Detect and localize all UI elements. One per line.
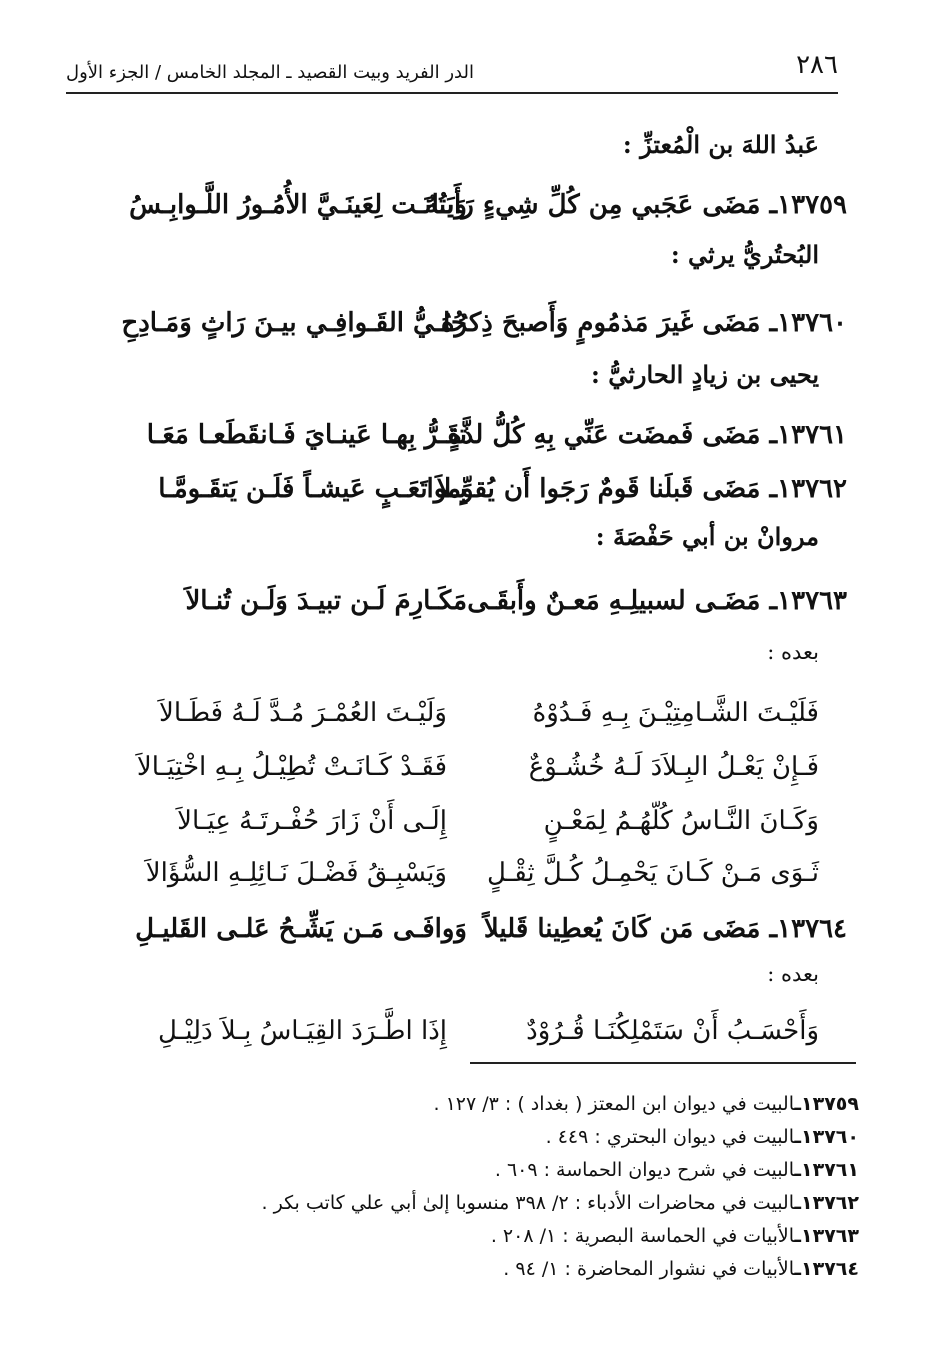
verse-second-hemistich: مَكَـارِمَ لَـن تبيـدَ وَلَـن تُنـالاَ bbox=[185, 586, 467, 616]
verse-continuation bbox=[0, 688, 947, 738]
poet-heading-marwan-ibn-abi-hafsa: مروانْ بن أبي حَفْصَةَ : bbox=[595, 522, 819, 551]
verse-first-hemistich: فَـإِنْ يَعْـلُ البِـلاَدَ لَـهُ خُشُـوْعٌ bbox=[528, 752, 819, 782]
verse-13762 bbox=[0, 464, 947, 514]
verse-13761 bbox=[0, 410, 947, 460]
verse-first-hemistich: ١٣٧٥٩ـ مَضَى عَجَبي مِن كُلِّ شِيءٍ رَأَيتُهُ bbox=[424, 190, 847, 220]
verse-second-hemistich: وَبَـانَـت لِعَينَـيَّ الأُمُـورُ اللَّـوابِـسُ bbox=[129, 190, 467, 220]
verse-first-hemistich: ١٣٧٦٣ـ مَضَـى لسبيلِـهِ مَعـنٌ وأَبقَـى bbox=[467, 586, 847, 616]
footnote: ١٣٧٥٩ـالبيت في ديوان ابن المعتز ( بغداد ) : ٣/ ١٢٧ . bbox=[433, 1093, 859, 1115]
verse-first-hemistich: وَأَحْسَـبُ أَنْ سَتَمْلِكُنَـا قُـرُوْدٌ bbox=[526, 1016, 819, 1046]
verse-continuation bbox=[0, 796, 947, 846]
verse-second-hemistich: إِذَا اطَّـرَدَ القِيَـاسُ بِـلاَ دَلِيْـلِ bbox=[158, 1016, 447, 1046]
footnote-divider bbox=[470, 1062, 856, 1064]
poet-heading-albuhturi: البُحتُريُّ يرثي : bbox=[670, 240, 819, 269]
verse-second-hemistich: وَلَيْـتَ العُمْـرَ مُـدَّ لَـهُ فَطَـالاَ bbox=[158, 698, 447, 728]
footnotes bbox=[79, 1088, 859, 1286]
verse-13763 bbox=[0, 576, 947, 626]
verse-first-hemistich: وَكَـانَ النَّـاسُ كُلّهُـمُ لِمَعْـنٍ bbox=[543, 806, 819, 836]
verse-second-hemistich: وَيَسْبِـقُ فَضْـلَ نَـائِلِـهِ السُّؤَالاَ bbox=[145, 858, 447, 888]
footnote: ١٣٧٦٤ـالأبيات في نشوار المحاضرة : ١/ ٩٤ . bbox=[503, 1258, 859, 1280]
verse-13760 bbox=[0, 298, 947, 348]
footnote: ١٣٧٦٢ـالبيت في محاضرات الأدباء : ٢/ ٣٩٨ منسوبا إلىٰ أبي علي كاتب بكر . bbox=[261, 1192, 859, 1214]
footnote: ١٣٧٦١ـالبيت في شرح ديوان الحماسة : ٦٠٩ . bbox=[494, 1159, 859, 1181]
verse-continuation bbox=[0, 848, 947, 898]
after-label: بعده : bbox=[767, 962, 819, 986]
verse-13764 bbox=[0, 904, 947, 954]
verse-first-hemistich: ١٣٧٦٠ـ مَضَى غَيرَ مَذمُومٍ وَأَصبحَ ذِكرُهُ bbox=[440, 308, 847, 338]
verse-first-hemistich: ١٣٧٦١ـ مَضَى فَمضَت عَنِّي بِهِ كُلُّ لذَّةٍ bbox=[448, 420, 847, 450]
verse-first-hemistich: ثَـوَى مَـنْ كَـانَ يَحْمِـلُ كُـلَّ ثِقْـلٍ bbox=[486, 858, 819, 888]
verse-continuation bbox=[0, 742, 947, 792]
page-header bbox=[66, 48, 838, 94]
after-label: بعده : bbox=[767, 640, 819, 664]
verse-first-hemistich: ١٣٧٦٢ـ مَضَى قَبلَنا قَومٌ رَجَوا أَن يُقوِّموا bbox=[426, 474, 847, 504]
footnote: ١٣٧٦٣ـالأبيات في الحماسة البصرية : ١/ ٢٠٨ . bbox=[490, 1225, 859, 1247]
verse-second-hemistich: حُلـيُّ القَـوافِـي بيـنَ رَاثٍ وَمَـادِحِ bbox=[121, 308, 467, 338]
page-number: ٢٨٦ bbox=[796, 50, 838, 80]
running-title: الدر الفريد وبيت القصيد ـ المجلد الخامس / الجزء الأول bbox=[66, 62, 474, 83]
verse-second-hemistich: تقَـرُّ بِهـا عَينـايَ فَـانقَطَعـا مَعَـا bbox=[146, 420, 467, 450]
verse-first-hemistich: ١٣٧٦٤ـ مَضَى مَن كَانَ يُعطِينا قَليلاً bbox=[483, 914, 847, 944]
verse-13759 bbox=[0, 180, 947, 230]
poet-heading-ibn-almutazz: عَبدُ اللهَ بن الْمُعتزِّ : bbox=[622, 130, 819, 159]
verse-second-hemistich: بِـلاَ تَعَـبٍ عَيشـاً فَلَـن يَتقَـومَّـا bbox=[158, 474, 467, 504]
verse-second-hemistich: فَقَـدْ كَـانَـتْ تُطِيْـلُ بِـهِ اخْتِيَـالاَ bbox=[136, 752, 447, 782]
verse-first-hemistich: فَلَيْـتَ الشَّـامِتِيْـنَ بِـهِ فَـدُوْهُ bbox=[532, 698, 819, 728]
poet-heading-yahya-ibn-ziyad: يحيى بن زيادٍ الحارثيُّ : bbox=[591, 360, 819, 389]
verse-second-hemistich: وَوافَـى مَـن يَشِّـحُ عَلـى القَليـلِ bbox=[135, 914, 467, 944]
verse-continuation bbox=[0, 1006, 947, 1056]
verse-second-hemistich: إِلَـى أَنْ زَارَ حُفْـرتَـهُ عِيَـالاَ bbox=[177, 806, 447, 836]
footnote: ١٣٧٦٠ـالبيت في ديوان البحتري : ٤٤٩ . bbox=[545, 1126, 859, 1148]
